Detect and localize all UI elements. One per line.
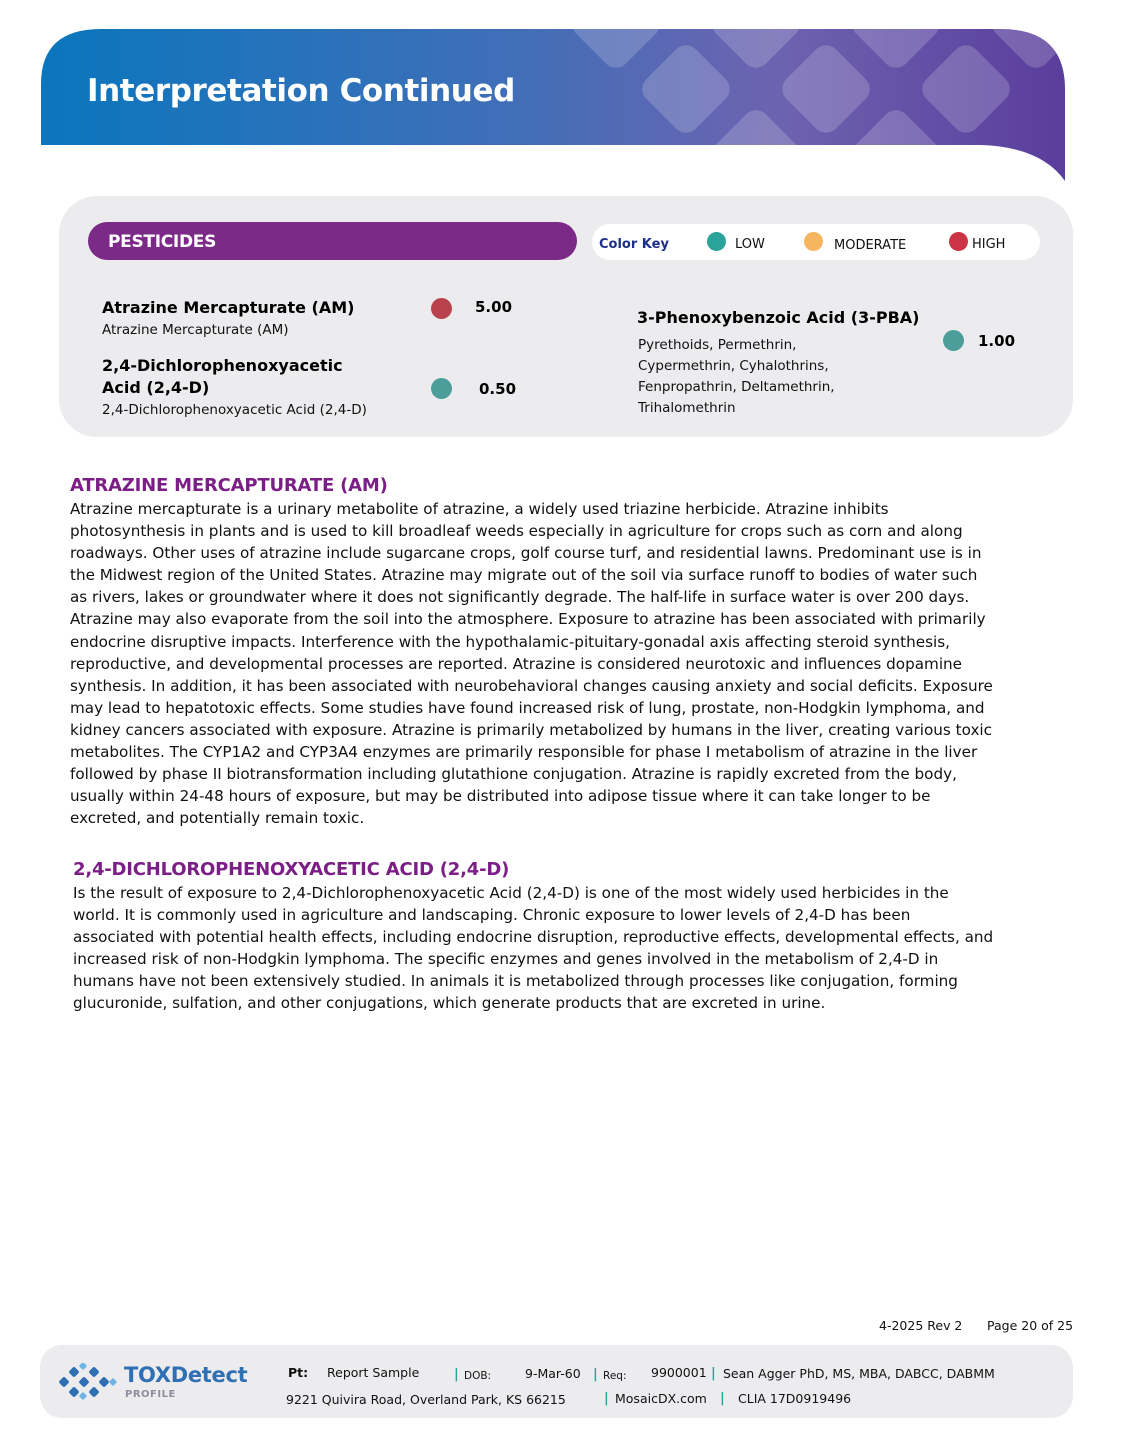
body-line: may lead to hepatotoxic effects. Some studies have found increased risk of lung, prostate, non-Hodgkin lymphoma, and — [70, 698, 985, 717]
body-line: photosynthesis in plants and is used to kill broadleaf weeds especially in agriculture for crops such as corn and along — [70, 522, 963, 541]
body-line: excreted, and potentially remain toxic. — [70, 809, 365, 828]
body-line: kidney cancers associated with exposure. Atrazine is primarily metabolized by humans in the liver, creating various toxic — [70, 720, 993, 739]
section-title-atrazine: ATRAZINE MERCAPTURATE (AM) — [70, 475, 388, 496]
body-line: Is the result of exposure to 2,4-Dichlorophenoxyacetic Acid (2,4-D) is one of the most widely used herbicides in the — [73, 884, 949, 902]
body-line: endocrine disruptive impacts. Interference with the hypothalamic-pituitary-gonadal axis affecting steroid synthesis, — [70, 632, 950, 651]
analyte-sub-atrazine: Atrazine Mercapturate (AM) — [102, 322, 289, 338]
patient-value: Report Sample — [327, 1365, 420, 1380]
page-title: Interpretation Continued — [87, 73, 515, 109]
analyte-value-atrazine: 5.00 — [475, 298, 513, 316]
analyte-value-3pba: 1.00 — [978, 332, 1016, 350]
analyte-sub-3pba-line2: Cypermethrin, Cyhalothrins, — [638, 358, 829, 374]
section-title-24d: 2,4-DICHLOROPHENOXYACETIC ACID (2,4-D) — [73, 859, 510, 880]
header-banner — [41, 29, 1065, 181]
logo-subtitle: PROFILE — [125, 1389, 176, 1400]
clia-number: CLIA 17D0919496 — [738, 1391, 852, 1406]
moderate-color-dot — [804, 232, 823, 251]
color-key — [592, 224, 1040, 260]
logo-wordmark: TOXDetect — [124, 1363, 248, 1387]
body-line: roadways. Other uses of atrazine include sugarcane crops, golf course turf, and residential lawns. Predominant use is in — [70, 544, 982, 563]
body-line: Atrazine may also evaporate from the soil into the atmosphere. Exposure to atrazine has been associated with primarily — [70, 610, 986, 629]
analyte-name-24d-line1: 2,4-Dichlorophenoxyacetic — [102, 356, 343, 375]
body-line: usually within 24-48 hours of exposure, but may be distributed into adipose tissue where it can take longer to be — [70, 787, 931, 806]
category-header — [88, 222, 577, 260]
separator: | — [720, 1391, 725, 1406]
body-line: as rivers, lakes or groundwater where it does not significantly degrade. The half-life in surface water is over 200 days. — [70, 588, 970, 607]
body-line: Atrazine mercapturate is a urinary metabolite of atrazine, a widely used triazine herbicide. Atrazine inhibits — [70, 500, 889, 518]
low-color-dot — [707, 232, 726, 251]
analyte-name-atrazine: Atrazine Mercapturate (AM) — [102, 298, 355, 317]
analyte-sub-24d: 2,4-Dichlorophenoxyacetic Acid (2,4-D) — [102, 402, 367, 418]
separator: | — [593, 1367, 598, 1382]
moderate-label: MODERATE — [834, 238, 907, 253]
category-title: PESTICIDES — [108, 232, 217, 252]
req-label: Req: — [603, 1370, 627, 1382]
lab-director: Sean Agger PhD, MS, MBA, DABCC, DABMM — [723, 1366, 995, 1381]
body-line: the Midwest region of the United States. Atrazine may migrate out of the soil via surface runoff to bodies of water such — [70, 566, 978, 585]
page-number: Page 20 of 25 — [987, 1318, 1074, 1333]
revision-label: 4-2025 Rev 2 — [879, 1318, 963, 1333]
body-line: associated with potential health effects, including endocrine disruption, reproductive effects, developmental effects, and — [73, 928, 994, 947]
body-line: increased risk of non-Hodgkin lymphoma. The specific enzymes and genes involved in the metabolism of 2,4-D in — [73, 950, 939, 969]
toxdetect-logo-icon — [58, 1363, 120, 1401]
separator: | — [604, 1391, 609, 1406]
body-line: glucuronide, sulfation, and other conjugations, which generate products that are excreted in urine. — [73, 994, 826, 1013]
separator: | — [711, 1366, 716, 1381]
high-label: HIGH — [972, 237, 1006, 252]
analyte-name-3pba: 3-Phenoxybenzoic Acid (3-PBA) — [637, 308, 920, 327]
body-line: humans have not been extensively studied. In animals it is metabolized through processes like conjugation, forming — [73, 972, 958, 991]
analyte-name-24d-line2: Acid (2,4-D) — [102, 378, 210, 397]
body-line: synthesis. In addition, it has been associated with neurobehavioral changes causing anxiety and social deficits. Exposure — [70, 676, 993, 695]
high-color-dot — [949, 232, 968, 251]
analyte-sub-3pba-line4: Trihalomethrin — [638, 400, 736, 416]
patient-label: Pt: — [288, 1365, 309, 1380]
body-line: world. It is commonly used in agriculture and landscaping. Chronic exposure to lower levels of 2,4-D has been — [73, 906, 911, 925]
dob-value: 9-Mar-60 — [525, 1366, 581, 1381]
body-line: reproductive, and developmental processes are reported. Atrazine is considered neurotoxic and influences dopamine — [70, 654, 963, 673]
analyte-level-dot-24d — [431, 378, 452, 399]
analyte-value-24d: 0.50 — [479, 380, 517, 398]
body-line: metabolites. The CYP1A2 and CYP3A4 enzymes are primarily responsible for phase I metabolism of atrazine in the liver — [70, 743, 978, 762]
body-line: followed by phase II biotransformation including glutathione conjugation. Atrazine is rapidly excreted from the body, — [70, 765, 957, 784]
separator: | — [454, 1367, 459, 1382]
analyte-sub-3pba-line1: Pyrethoids, Permethrin, — [638, 337, 797, 353]
analyte-level-dot-atrazine — [431, 298, 452, 319]
req-value: 9900001 — [651, 1365, 707, 1380]
lab-address: 9221 Quivira Road, Overland Park, KS 66215 — [286, 1392, 566, 1407]
analyte-sub-3pba-line3: Fenpropathrin, Deltamethrin, — [638, 379, 835, 395]
low-label: LOW — [735, 237, 765, 252]
dob-label: DOB: — [464, 1370, 492, 1382]
section-body-24d — [73, 882, 993, 1015]
section-body-atrazine — [70, 498, 993, 829]
color-key-title: Color Key — [599, 237, 669, 252]
website-link[interactable]: MosaicDX.com — [615, 1391, 707, 1406]
analyte-level-dot-3pba — [943, 330, 964, 351]
